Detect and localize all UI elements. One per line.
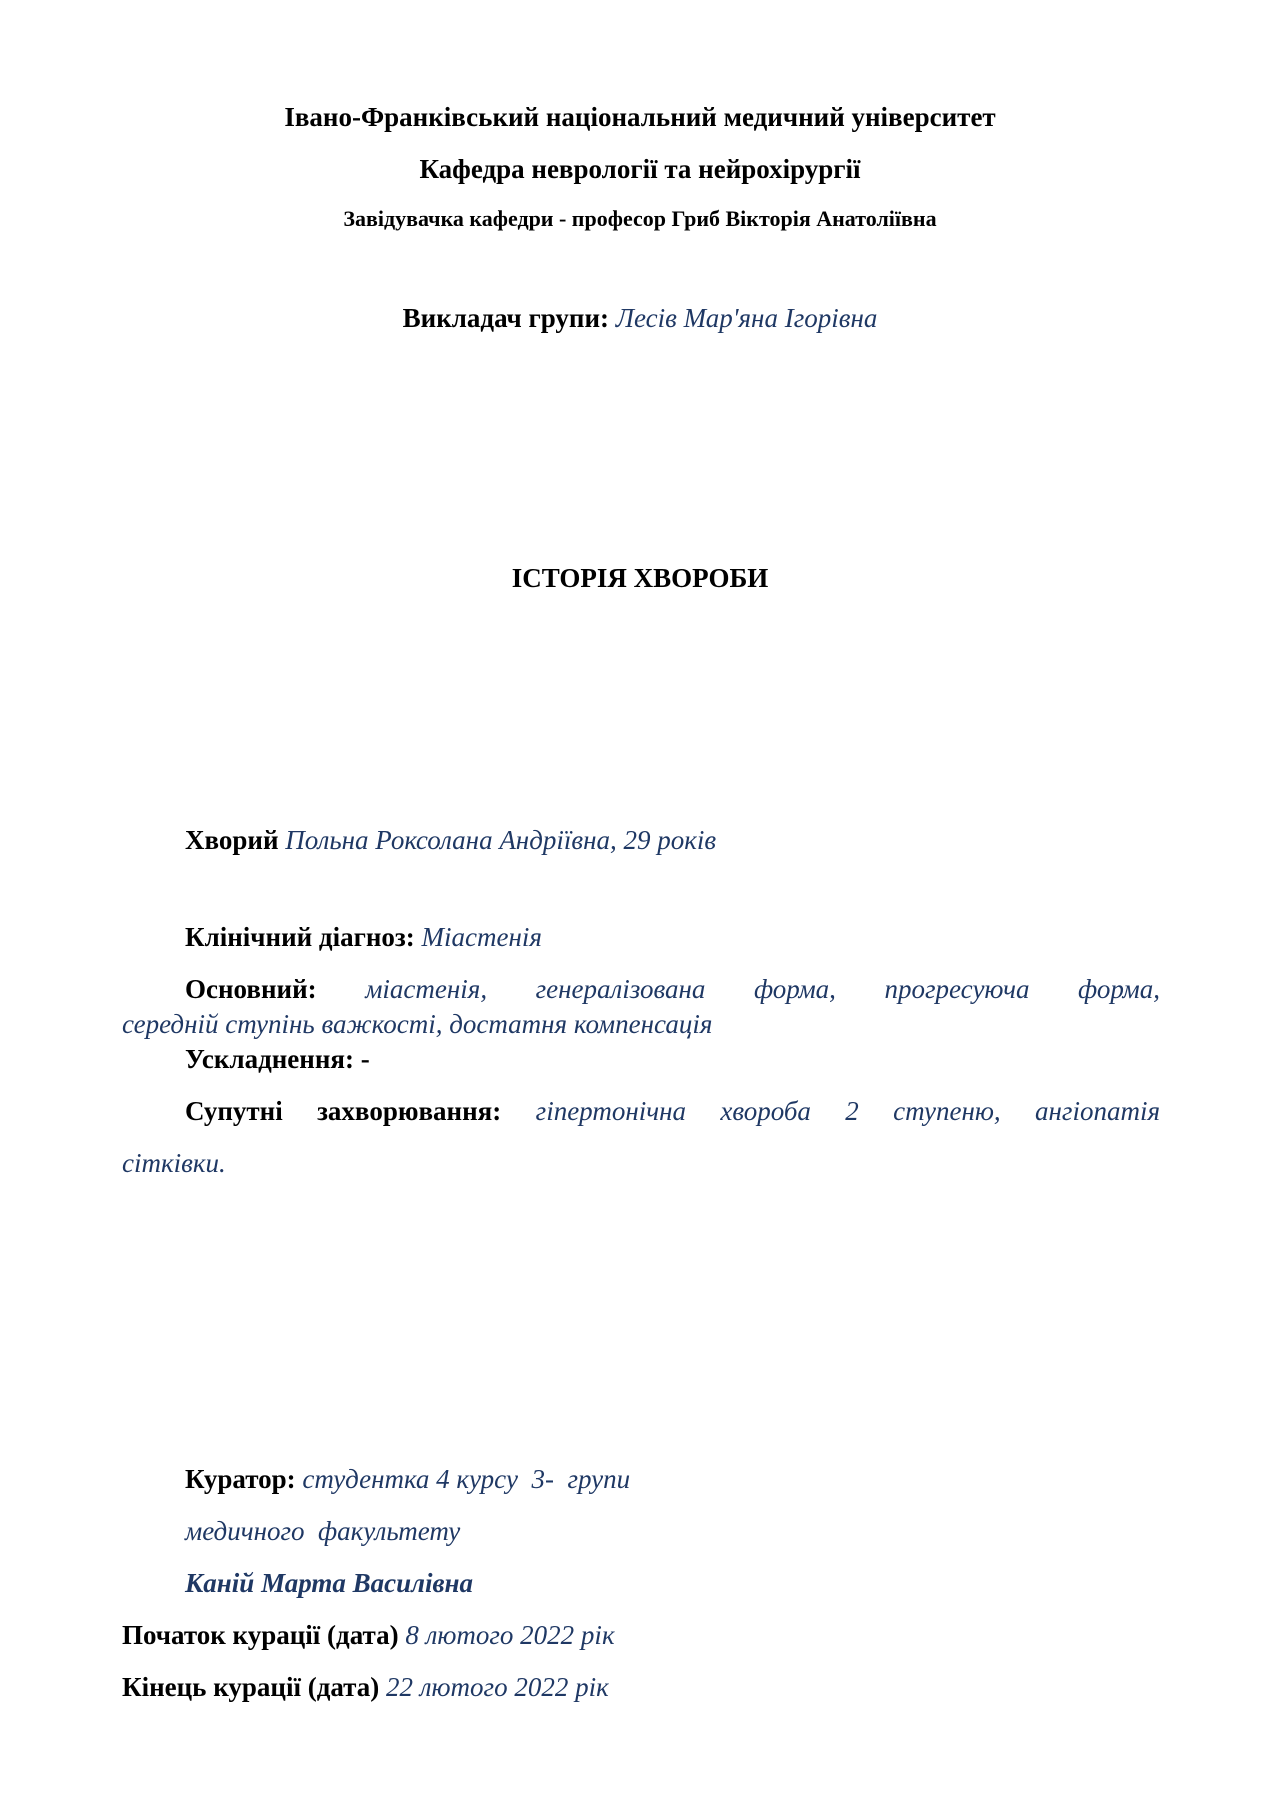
patient-line xyxy=(185,827,716,854)
teacher-line xyxy=(0,305,1280,332)
document-title: ІСТОРІЯ ХВОРОБИ xyxy=(511,563,769,593)
patient-value: Польна Роксолана Андріївна, 29 років xyxy=(285,825,717,855)
comorbid-value-2: сітківки. xyxy=(122,1148,226,1178)
clinical-diagnosis-line xyxy=(185,924,542,951)
start-date-value: 8 лютого 2022 рік xyxy=(405,1620,615,1650)
department-name: Кафедра неврології та нейрохірургії xyxy=(419,154,861,184)
end-date-value: 22 лютого 2022 рік xyxy=(386,1672,609,1702)
teacher-name: Лесів Мар'яна Ігорівна xyxy=(615,303,878,333)
curator-name: Каній Марта Василівна xyxy=(185,1568,474,1598)
main-diagnosis-label: Основний: xyxy=(185,974,317,1004)
curator-line2: медичного факультету xyxy=(185,1516,461,1546)
clinical-diagnosis-value: Міастенія xyxy=(421,922,542,952)
comorbid-value-1: гіпертонічна хвороба 2 ступеню, ангіопатія xyxy=(535,1096,1160,1126)
main-diagnosis-value-1: міастенія, генералізована форма, прогресуюча форма, xyxy=(365,974,1160,1004)
start-date-label: Початок курації (дата) xyxy=(122,1620,399,1650)
patient-label: Хворий xyxy=(185,825,279,855)
end-date-label: Кінець курації (дата) xyxy=(122,1672,380,1702)
curator-label: Куратор: xyxy=(185,1464,296,1494)
university-name: Івано-Франківський національний медичний університет xyxy=(284,102,996,132)
comorbid-line1 xyxy=(122,1098,1160,1125)
start-date-line xyxy=(122,1622,615,1649)
teacher-label: Викладач групи: xyxy=(402,303,609,333)
complications-line: Ускладнення: - xyxy=(185,1044,370,1074)
end-date-line xyxy=(122,1674,609,1701)
clinical-diagnosis-label: Клінічний діагноз: xyxy=(185,922,415,952)
main-diagnosis-line1 xyxy=(122,976,1160,1003)
curator-line xyxy=(185,1466,630,1493)
curator-line1: студентка 4 курсу 3- групи xyxy=(302,1464,631,1494)
department-head: Завідувачка кафедри - професор Гриб Вікторія Анатоліївна xyxy=(343,206,937,231)
main-diagnosis-value-2: середній ступінь важкості, достатня компенсація xyxy=(122,1009,713,1039)
comorbid-label: Супутні захворювання: xyxy=(185,1096,502,1126)
